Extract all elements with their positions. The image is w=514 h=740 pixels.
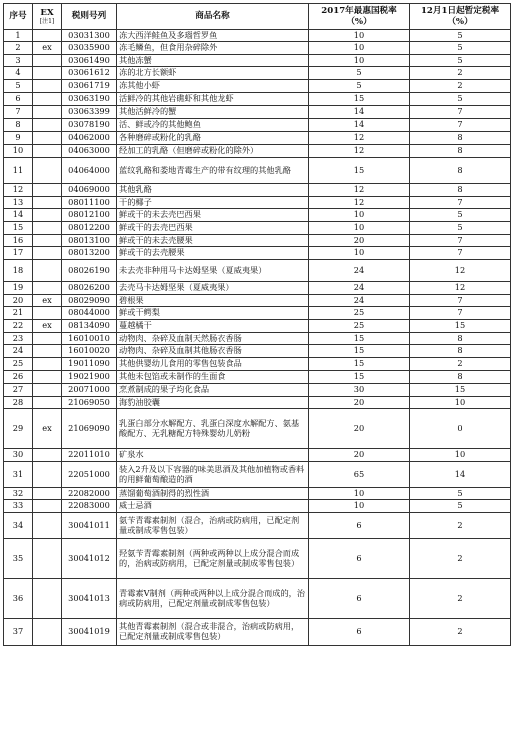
cell-name: 活、鲜或冷的其他鲍鱼 bbox=[117, 119, 309, 132]
cell-rate-2017: 25 bbox=[309, 320, 410, 333]
cell-code: 21069050 bbox=[62, 397, 117, 409]
cell-seq: 11 bbox=[4, 158, 33, 184]
cell-name: 其他乳酪 bbox=[117, 184, 309, 197]
cell-ex bbox=[33, 184, 62, 197]
cell-rate-dec: 5 bbox=[410, 30, 511, 42]
cell-seq: 37 bbox=[4, 619, 33, 646]
table-row bbox=[4, 295, 511, 307]
cell-rate-dec: 8 bbox=[410, 184, 511, 197]
cell-code: 04063000 bbox=[62, 145, 117, 158]
cell-code: 08134090 bbox=[62, 320, 117, 333]
cell-seq: 21 bbox=[4, 307, 33, 320]
table-row bbox=[4, 209, 511, 222]
cell-rate-2017: 24 bbox=[309, 282, 410, 295]
cell-seq: 8 bbox=[4, 119, 33, 132]
table-row bbox=[4, 247, 511, 260]
cell-ex: ex bbox=[33, 42, 62, 55]
table-row bbox=[4, 619, 511, 646]
cell-code: 08011100 bbox=[62, 197, 117, 209]
cell-seq: 19 bbox=[4, 282, 33, 295]
cell-rate-dec: 8 bbox=[410, 145, 511, 158]
cell-seq: 24 bbox=[4, 345, 33, 358]
cell-rate-dec: 10 bbox=[410, 397, 511, 409]
cell-ex bbox=[33, 67, 62, 80]
cell-code: 08026200 bbox=[62, 282, 117, 295]
cell-ex: ex bbox=[33, 409, 62, 449]
cell-code: 03063190 bbox=[62, 93, 117, 106]
cell-rate-2017: 14 bbox=[309, 119, 410, 132]
cell-code: 04064000 bbox=[62, 158, 117, 184]
cell-rate-2017: 10 bbox=[309, 247, 410, 260]
table-row bbox=[4, 42, 511, 55]
cell-rate-dec: 0 bbox=[410, 409, 511, 449]
cell-seq: 36 bbox=[4, 579, 33, 619]
cell-rate-2017: 10 bbox=[309, 55, 410, 67]
cell-rate-2017: 15 bbox=[309, 358, 410, 371]
table-row bbox=[4, 235, 511, 247]
cell-rate-dec: 8 bbox=[410, 345, 511, 358]
cell-rate-2017: 65 bbox=[309, 462, 410, 488]
cell-seq: 10 bbox=[4, 145, 33, 158]
cell-code: 16010010 bbox=[62, 333, 117, 345]
table-row bbox=[4, 222, 511, 235]
cell-name: 装入2升及以下容器的味美思酒及其他加植物或香料的用鲜葡萄酿造的酒 bbox=[117, 462, 309, 488]
cell-rate-dec: 12 bbox=[410, 260, 511, 282]
cell-ex bbox=[33, 488, 62, 500]
cell-name: 羟氨苄青霉素制剂（两种或两种以上成分混合而成的，治病或防病用，已配定剂量或制成零售包装） bbox=[117, 539, 309, 579]
header-row bbox=[4, 4, 511, 30]
cell-name: 矿泉水 bbox=[117, 449, 309, 462]
table-row bbox=[4, 80, 511, 93]
cell-code: 08029090 bbox=[62, 295, 117, 307]
cell-seq: 26 bbox=[4, 371, 33, 384]
table-row bbox=[4, 282, 511, 295]
cell-ex bbox=[33, 119, 62, 132]
cell-name: 冻的北方长额虾 bbox=[117, 67, 309, 80]
cell-rate-dec: 8 bbox=[410, 132, 511, 145]
cell-name: 其他冻蟹 bbox=[117, 55, 309, 67]
cell-ex bbox=[33, 209, 62, 222]
cell-ex bbox=[33, 55, 62, 67]
cell-code: 03061719 bbox=[62, 80, 117, 93]
cell-rate-2017: 10 bbox=[309, 209, 410, 222]
cell-ex bbox=[33, 235, 62, 247]
cell-ex bbox=[33, 222, 62, 235]
cell-name: 鲜或干的去壳巴西果 bbox=[117, 222, 309, 235]
cell-name: 鲜或干的未去壳巴西果 bbox=[117, 209, 309, 222]
cell-rate-dec: 5 bbox=[410, 93, 511, 106]
cell-code: 03035900 bbox=[62, 42, 117, 55]
cell-rate-2017: 6 bbox=[309, 619, 410, 646]
cell-code: 03061490 bbox=[62, 55, 117, 67]
cell-rate-2017: 12 bbox=[309, 132, 410, 145]
cell-rate-2017: 14 bbox=[309, 106, 410, 119]
header-seq: 序号 bbox=[4, 4, 33, 30]
table-row bbox=[4, 500, 511, 513]
cell-rate-dec: 5 bbox=[410, 42, 511, 55]
cell-seq: 22 bbox=[4, 320, 33, 333]
cell-rate-2017: 15 bbox=[309, 345, 410, 358]
cell-rate-dec: 7 bbox=[410, 295, 511, 307]
table-row bbox=[4, 260, 511, 282]
cell-rate-2017: 10 bbox=[309, 500, 410, 513]
cell-seq: 1 bbox=[4, 30, 33, 42]
cell-ex bbox=[33, 462, 62, 488]
table-row bbox=[4, 579, 511, 619]
header-ex-label: EX bbox=[40, 7, 54, 18]
cell-ex bbox=[33, 397, 62, 409]
cell-name: 冻大西洋鲑鱼及多瑙哲罗鱼 bbox=[117, 30, 309, 42]
cell-name: 去壳马卡达姆坚果（夏威夷果） bbox=[117, 282, 309, 295]
cell-code: 08013200 bbox=[62, 247, 117, 260]
cell-rate-2017: 24 bbox=[309, 260, 410, 282]
cell-name: 威士忌酒 bbox=[117, 500, 309, 513]
cell-rate-dec: 8 bbox=[410, 333, 511, 345]
cell-name: 青霉素V制剂（两种或两种以上成分混合而成的，治病或防病用，已配定剂量或制成零售包装） bbox=[117, 579, 309, 619]
cell-rate-2017: 12 bbox=[309, 184, 410, 197]
cell-rate-2017: 10 bbox=[309, 488, 410, 500]
cell-rate-dec: 2 bbox=[410, 80, 511, 93]
cell-code: 08044000 bbox=[62, 307, 117, 320]
table-row bbox=[4, 55, 511, 67]
cell-name: 其他未包馅或未制作的生面食 bbox=[117, 371, 309, 384]
cell-name: 动物肉、杂碎及血制其他肠衣香肠 bbox=[117, 345, 309, 358]
cell-rate-2017: 24 bbox=[309, 295, 410, 307]
cell-rate-2017: 6 bbox=[309, 579, 410, 619]
cell-name: 冻毛鳞鱼，但食用杂碎除外 bbox=[117, 42, 309, 55]
table-row bbox=[4, 345, 511, 358]
cell-rate-dec: 5 bbox=[410, 55, 511, 67]
cell-seq: 33 bbox=[4, 500, 33, 513]
cell-seq: 17 bbox=[4, 247, 33, 260]
cell-name: 鲜或干的去壳腰果 bbox=[117, 247, 309, 260]
cell-name: 其他青霉素制剂（混合或非混合，治病或防病用，已配定剂量或制成零售包装） bbox=[117, 619, 309, 646]
table-row bbox=[4, 67, 511, 80]
cell-code: 16010020 bbox=[62, 345, 117, 358]
cell-seq: 18 bbox=[4, 260, 33, 282]
cell-ex bbox=[33, 80, 62, 93]
cell-rate-2017: 15 bbox=[309, 371, 410, 384]
cell-name: 冻其他小虾 bbox=[117, 80, 309, 93]
cell-rate-dec: 2 bbox=[410, 539, 511, 579]
tariff-table bbox=[3, 3, 511, 646]
cell-ex bbox=[33, 371, 62, 384]
cell-ex bbox=[33, 158, 62, 184]
cell-name: 海豹油胶囊 bbox=[117, 397, 309, 409]
cell-code: 21069090 bbox=[62, 409, 117, 449]
cell-ex bbox=[33, 539, 62, 579]
cell-seq: 16 bbox=[4, 235, 33, 247]
cell-rate-2017: 10 bbox=[309, 30, 410, 42]
table-row bbox=[4, 397, 511, 409]
cell-name: 其他供婴幼儿食用的零售包装食品 bbox=[117, 358, 309, 371]
cell-seq: 9 bbox=[4, 132, 33, 145]
cell-code: 03078190 bbox=[62, 119, 117, 132]
cell-name: 干的椰子 bbox=[117, 197, 309, 209]
cell-rate-2017: 30 bbox=[309, 384, 410, 397]
header-rate-2017: 2017年最惠国税率（%） bbox=[309, 4, 410, 30]
cell-ex bbox=[33, 132, 62, 145]
cell-name: 经加工的乳酪（但磨碎或粉化的除外） bbox=[117, 145, 309, 158]
cell-name: 鲜或干的未去壳腰果 bbox=[117, 235, 309, 247]
table-row bbox=[4, 409, 511, 449]
cell-code: 22011010 bbox=[62, 449, 117, 462]
cell-name: 烹煮制成的果子均化食品 bbox=[117, 384, 309, 397]
cell-name: 未去壳非种用马卡达姆坚果（夏威夷果） bbox=[117, 260, 309, 282]
table-row bbox=[4, 333, 511, 345]
table-row bbox=[4, 320, 511, 333]
cell-ex bbox=[33, 247, 62, 260]
cell-rate-2017: 20 bbox=[309, 449, 410, 462]
cell-name: 碧根果 bbox=[117, 295, 309, 307]
cell-rate-2017: 15 bbox=[309, 158, 410, 184]
header-ex bbox=[33, 4, 62, 30]
cell-code: 08026190 bbox=[62, 260, 117, 282]
cell-code: 30041019 bbox=[62, 619, 117, 646]
cell-seq: 30 bbox=[4, 449, 33, 462]
cell-rate-dec: 2 bbox=[410, 619, 511, 646]
table-row bbox=[4, 158, 511, 184]
table-row bbox=[4, 358, 511, 371]
cell-rate-dec: 7 bbox=[410, 247, 511, 260]
table-row bbox=[4, 307, 511, 320]
cell-code: 30041011 bbox=[62, 513, 117, 539]
cell-code: 08012100 bbox=[62, 209, 117, 222]
cell-seq: 34 bbox=[4, 513, 33, 539]
cell-seq: 31 bbox=[4, 462, 33, 488]
cell-seq: 35 bbox=[4, 539, 33, 579]
cell-rate-dec: 2 bbox=[410, 67, 511, 80]
table-row bbox=[4, 488, 511, 500]
cell-code: 20071000 bbox=[62, 384, 117, 397]
cell-code: 08013100 bbox=[62, 235, 117, 247]
cell-code: 30041012 bbox=[62, 539, 117, 579]
cell-ex bbox=[33, 619, 62, 646]
cell-rate-dec: 2 bbox=[410, 513, 511, 539]
cell-ex bbox=[33, 513, 62, 539]
table-row bbox=[4, 30, 511, 42]
cell-ex bbox=[33, 145, 62, 158]
table-row bbox=[4, 132, 511, 145]
table-row bbox=[4, 197, 511, 209]
cell-code: 03061612 bbox=[62, 67, 117, 80]
table-row bbox=[4, 384, 511, 397]
cell-rate-dec: 10 bbox=[410, 449, 511, 462]
cell-rate-dec: 5 bbox=[410, 222, 511, 235]
cell-name: 蓝纹乳酪和娄地青霉生产的带有纹理的其他乳酪 bbox=[117, 158, 309, 184]
header-ex-note: [注1] bbox=[39, 18, 55, 26]
cell-rate-dec: 2 bbox=[410, 579, 511, 619]
cell-seq: 3 bbox=[4, 55, 33, 67]
cell-rate-dec: 8 bbox=[410, 158, 511, 184]
cell-seq: 23 bbox=[4, 333, 33, 345]
cell-rate-dec: 14 bbox=[410, 462, 511, 488]
cell-name: 氨苄青霉素制剂（混合，治病或防病用，已配定剂量或制成零售包装） bbox=[117, 513, 309, 539]
cell-rate-2017: 20 bbox=[309, 409, 410, 449]
cell-rate-2017: 25 bbox=[309, 307, 410, 320]
cell-seq: 27 bbox=[4, 384, 33, 397]
cell-rate-2017: 5 bbox=[309, 67, 410, 80]
cell-code: 03063399 bbox=[62, 106, 117, 119]
cell-rate-2017: 10 bbox=[309, 222, 410, 235]
table-row bbox=[4, 513, 511, 539]
cell-name: 各种磨碎或粉化的乳酪 bbox=[117, 132, 309, 145]
cell-code: 22083000 bbox=[62, 500, 117, 513]
cell-code: 22051000 bbox=[62, 462, 117, 488]
cell-seq: 28 bbox=[4, 397, 33, 409]
cell-ex bbox=[33, 106, 62, 119]
cell-ex: ex bbox=[33, 320, 62, 333]
cell-name: 乳蛋白部分水解配方、乳蛋白深度水解配方、氨基酸配方、无乳糖配方特殊婴幼儿奶粉 bbox=[117, 409, 309, 449]
cell-ex bbox=[33, 345, 62, 358]
header-name: 商品名称 bbox=[117, 4, 309, 30]
cell-seq: 25 bbox=[4, 358, 33, 371]
cell-ex bbox=[33, 30, 62, 42]
cell-code: 19011090 bbox=[62, 358, 117, 371]
cell-rate-dec: 7 bbox=[410, 106, 511, 119]
cell-rate-dec: 8 bbox=[410, 371, 511, 384]
cell-ex bbox=[33, 449, 62, 462]
table-row bbox=[4, 145, 511, 158]
table-row bbox=[4, 93, 511, 106]
table-row bbox=[4, 119, 511, 132]
table-row bbox=[4, 462, 511, 488]
cell-rate-2017: 5 bbox=[309, 80, 410, 93]
cell-ex bbox=[33, 260, 62, 282]
cell-rate-dec: 2 bbox=[410, 358, 511, 371]
cell-seq: 32 bbox=[4, 488, 33, 500]
cell-seq: 13 bbox=[4, 197, 33, 209]
cell-rate-2017: 20 bbox=[309, 235, 410, 247]
cell-name: 鲜或干鳄梨 bbox=[117, 307, 309, 320]
cell-ex bbox=[33, 307, 62, 320]
cell-ex bbox=[33, 579, 62, 619]
cell-rate-dec: 15 bbox=[410, 384, 511, 397]
cell-code: 30041013 bbox=[62, 579, 117, 619]
cell-ex bbox=[33, 197, 62, 209]
table-row bbox=[4, 539, 511, 579]
header-rate-dec: 12月1日起暂定税率（%） bbox=[410, 4, 511, 30]
cell-ex: ex bbox=[33, 295, 62, 307]
cell-ex bbox=[33, 333, 62, 345]
cell-rate-2017: 20 bbox=[309, 397, 410, 409]
cell-seq: 12 bbox=[4, 184, 33, 197]
cell-rate-dec: 5 bbox=[410, 500, 511, 513]
cell-rate-2017: 12 bbox=[309, 197, 410, 209]
cell-ex bbox=[33, 500, 62, 513]
cell-rate-dec: 7 bbox=[410, 235, 511, 247]
cell-seq: 15 bbox=[4, 222, 33, 235]
cell-rate-dec: 15 bbox=[410, 320, 511, 333]
cell-rate-2017: 10 bbox=[309, 42, 410, 55]
cell-seq: 2 bbox=[4, 42, 33, 55]
cell-rate-dec: 7 bbox=[410, 197, 511, 209]
cell-rate-2017: 12 bbox=[309, 145, 410, 158]
cell-code: 08012200 bbox=[62, 222, 117, 235]
table-row bbox=[4, 449, 511, 462]
cell-name: 蔓越橘干 bbox=[117, 320, 309, 333]
cell-ex bbox=[33, 282, 62, 295]
cell-rate-2017: 6 bbox=[309, 539, 410, 579]
cell-seq: 20 bbox=[4, 295, 33, 307]
cell-seq: 5 bbox=[4, 80, 33, 93]
cell-code: 03031300 bbox=[62, 30, 117, 42]
cell-seq: 29 bbox=[4, 409, 33, 449]
cell-rate-dec: 5 bbox=[410, 488, 511, 500]
cell-rate-2017: 6 bbox=[309, 513, 410, 539]
cell-code: 22082000 bbox=[62, 488, 117, 500]
cell-name: 蒸馏葡萄酒制得的烈性酒 bbox=[117, 488, 309, 500]
header-code: 税则号列 bbox=[62, 4, 117, 30]
table-body bbox=[4, 30, 511, 646]
cell-code: 04062000 bbox=[62, 132, 117, 145]
cell-rate-dec: 7 bbox=[410, 119, 511, 132]
cell-rate-dec: 12 bbox=[410, 282, 511, 295]
cell-ex bbox=[33, 93, 62, 106]
cell-rate-2017: 15 bbox=[309, 333, 410, 345]
table-row bbox=[4, 184, 511, 197]
cell-name: 其他活鲜冷的蟹 bbox=[117, 106, 309, 119]
cell-name: 动物肉、杂碎及血制天然肠衣香肠 bbox=[117, 333, 309, 345]
cell-rate-2017: 15 bbox=[309, 93, 410, 106]
table-row bbox=[4, 106, 511, 119]
cell-seq: 4 bbox=[4, 67, 33, 80]
cell-code: 19021900 bbox=[62, 371, 117, 384]
table-row bbox=[4, 371, 511, 384]
cell-rate-dec: 7 bbox=[410, 307, 511, 320]
cell-seq: 6 bbox=[4, 93, 33, 106]
cell-seq: 14 bbox=[4, 209, 33, 222]
cell-seq: 7 bbox=[4, 106, 33, 119]
cell-ex bbox=[33, 384, 62, 397]
cell-ex bbox=[33, 358, 62, 371]
cell-rate-dec: 5 bbox=[410, 209, 511, 222]
cell-code: 04069000 bbox=[62, 184, 117, 197]
cell-name: 活鲜冷的其他岩礁虾和其他龙虾 bbox=[117, 93, 309, 106]
